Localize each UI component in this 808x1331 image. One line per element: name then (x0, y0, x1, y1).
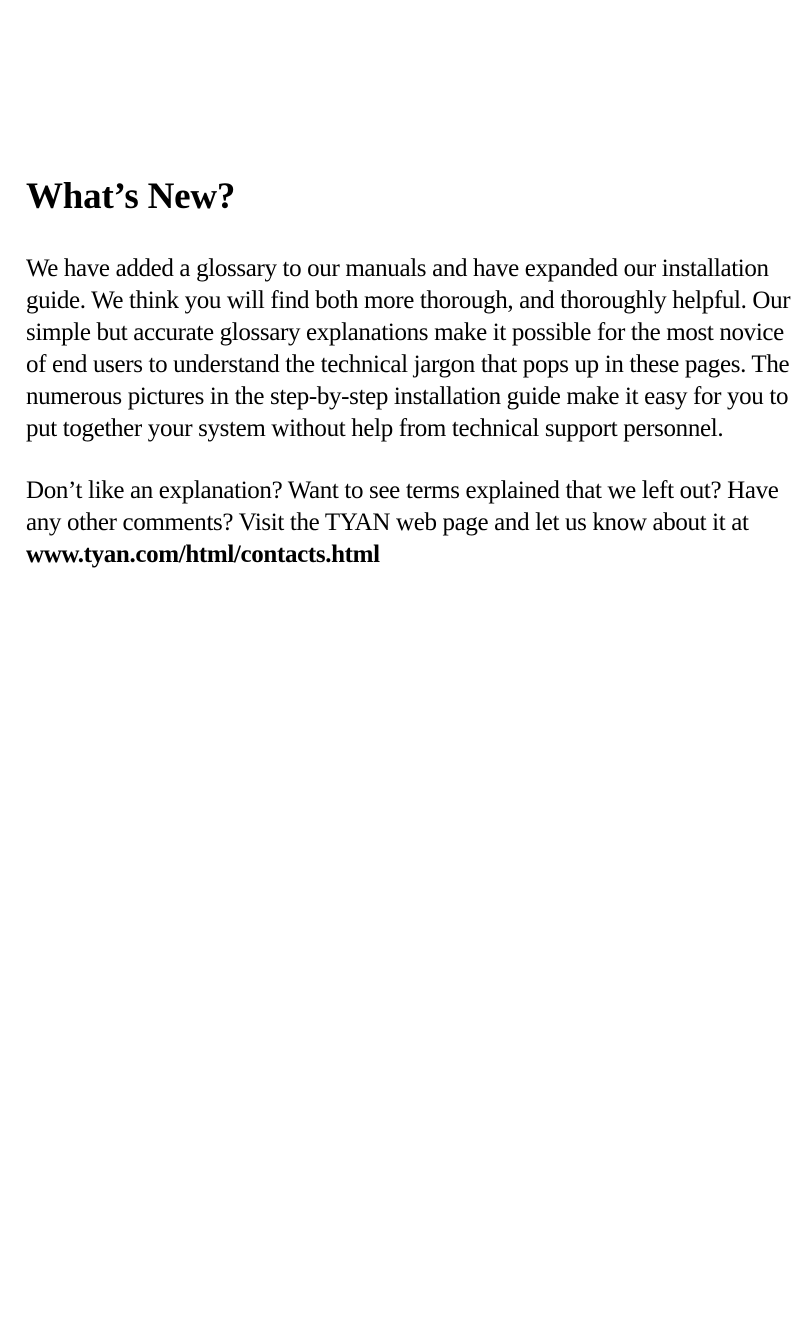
feedback-text: Don’t like an explanation? Want to see terms explained that we left out? Have any other comments? Visit the TYAN web page and let us know about it at (26, 477, 779, 537)
contacts-url: www.tyan.com/html/contacts.html (26, 541, 380, 569)
intro-paragraph: We have added a glossary to our manuals and have expanded our installation guide. We think you will find both more thorough, and thoroughly helpful. Our simple but accurate glossary explanations make it possible for the most novice of end users to understand the technical jargon that pops up in these pages. The numerous pictures in the step-by-step installation guide make it easy for you to put together your system without help from technical support personnel. (26, 255, 791, 442)
feedback-paragraph (26, 475, 792, 571)
page-title: What’s New? (26, 176, 236, 217)
page-content (26, 171, 792, 571)
